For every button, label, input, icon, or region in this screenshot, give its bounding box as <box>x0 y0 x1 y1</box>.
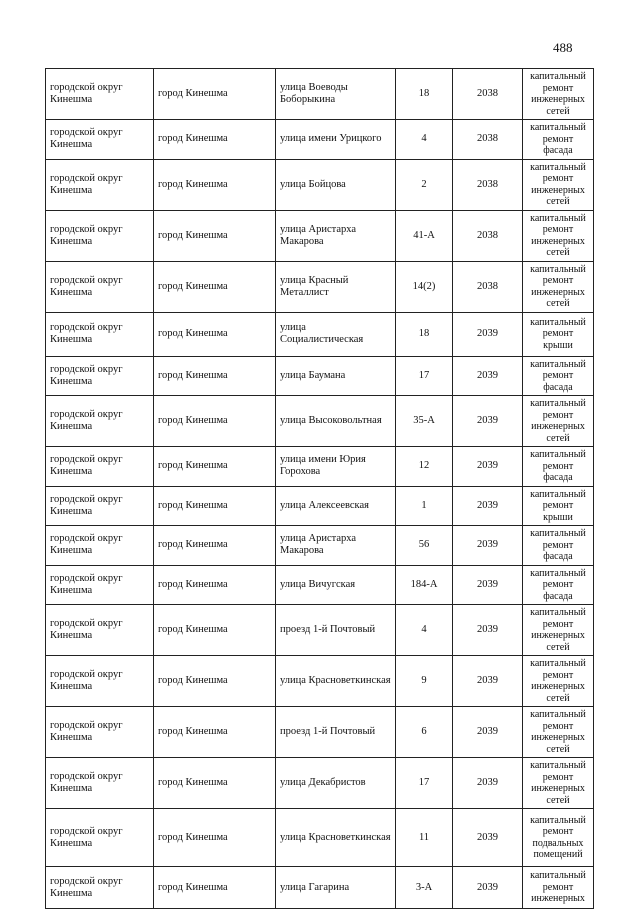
table-row <box>46 120 594 160</box>
municipal-district-cell: городской округ Кинешма <box>46 210 154 261</box>
page-number: 488 <box>553 40 573 55</box>
work-type-cell: капитальный ремонт инженерных сетей <box>523 605 594 656</box>
year-cell: 2039 <box>453 486 523 526</box>
table-row <box>46 396 594 447</box>
city-cell: город Кинешма <box>154 396 276 447</box>
house-number-cell: 18 <box>396 69 453 120</box>
work-type-cell: капитальный ремонт инженерных сетей <box>523 656 594 707</box>
house-number-cell: 56 <box>396 526 453 566</box>
table-row <box>46 656 594 707</box>
street-cell: проезд 1-й Почтовый <box>276 605 396 656</box>
city-cell: город Кинешма <box>154 210 276 261</box>
registry-table <box>45 68 594 909</box>
street-cell: улица Гагарина <box>276 867 396 909</box>
work-type-cell: капитальный ремонт фасада <box>523 120 594 160</box>
work-type-cell: капитальный ремонт фасада <box>523 447 594 487</box>
house-number-cell: 35-А <box>396 396 453 447</box>
street-cell: улица имени Урицкого <box>276 120 396 160</box>
street-cell: улица Красноветкинская <box>276 656 396 707</box>
year-cell: 2038 <box>453 69 523 120</box>
table-row <box>46 867 594 909</box>
year-cell: 2039 <box>453 447 523 487</box>
year-cell: 2039 <box>453 758 523 809</box>
year-cell: 2039 <box>453 356 523 396</box>
street-cell: улица Социалистическая <box>276 312 396 356</box>
municipal-district-cell: городской округ Кинешма <box>46 159 154 210</box>
table-row <box>46 159 594 210</box>
city-cell: город Кинешма <box>154 159 276 210</box>
table-row <box>46 809 594 867</box>
year-cell: 2038 <box>453 210 523 261</box>
city-cell: город Кинешма <box>154 867 276 909</box>
work-type-cell: капитальный ремонт инженерных сетей <box>523 210 594 261</box>
work-type-cell: капитальный ремонт крыши <box>523 312 594 356</box>
year-cell: 2039 <box>453 809 523 867</box>
municipal-district-cell: городской округ Кинешма <box>46 867 154 909</box>
house-number-cell: 9 <box>396 656 453 707</box>
municipal-district-cell: городской округ Кинешма <box>46 656 154 707</box>
street-cell: улица Баумана <box>276 356 396 396</box>
work-type-cell: капитальный ремонт подвальных помещений <box>523 809 594 867</box>
street-cell: улица Воеводы Боборыкина <box>276 69 396 120</box>
house-number-cell: 11 <box>396 809 453 867</box>
house-number-cell: 17 <box>396 758 453 809</box>
table-row <box>46 486 594 526</box>
house-number-cell: 18 <box>396 312 453 356</box>
table-row <box>46 447 594 487</box>
house-number-cell: 4 <box>396 605 453 656</box>
table-row <box>46 69 594 120</box>
work-type-cell: капитальный ремонт инженерных сетей <box>523 159 594 210</box>
city-cell: город Кинешма <box>154 312 276 356</box>
house-number-cell: 184-А <box>396 565 453 605</box>
work-type-cell: капитальный ремонт фасада <box>523 526 594 566</box>
registry-table-body <box>46 69 594 909</box>
year-cell: 2039 <box>453 565 523 605</box>
year-cell: 2039 <box>453 396 523 447</box>
year-cell: 2038 <box>453 120 523 160</box>
work-type-cell: капитальный ремонт инженерных сетей <box>523 707 594 758</box>
work-type-cell: капитальный ремонт инженерных сетей <box>523 396 594 447</box>
city-cell: город Кинешма <box>154 656 276 707</box>
city-cell: город Кинешма <box>154 605 276 656</box>
street-cell: проезд 1-й Почтовый <box>276 707 396 758</box>
street-cell: улица Красный Металлист <box>276 261 396 312</box>
city-cell: город Кинешма <box>154 356 276 396</box>
year-cell: 2038 <box>453 261 523 312</box>
city-cell: город Кинешма <box>154 486 276 526</box>
work-type-cell: капитальный ремонт фасада <box>523 356 594 396</box>
city-cell: город Кинешма <box>154 120 276 160</box>
work-type-cell: капитальный ремонт инженерных <box>523 867 594 909</box>
municipal-district-cell: городской округ Кинешма <box>46 447 154 487</box>
street-cell: улица Высоковольтная <box>276 396 396 447</box>
municipal-district-cell: городской округ Кинешма <box>46 758 154 809</box>
table-row <box>46 261 594 312</box>
house-number-cell: 3-А <box>396 867 453 909</box>
house-number-cell: 12 <box>396 447 453 487</box>
house-number-cell: 4 <box>396 120 453 160</box>
street-cell: улица Бойцова <box>276 159 396 210</box>
year-cell: 2039 <box>453 867 523 909</box>
street-cell: улица Красноветкинская <box>276 809 396 867</box>
municipal-district-cell: городской округ Кинешма <box>46 261 154 312</box>
municipal-district-cell: городской округ Кинешма <box>46 396 154 447</box>
table-row <box>46 565 594 605</box>
municipal-district-cell: городской округ Кинешма <box>46 526 154 566</box>
municipal-district-cell: городской округ Кинешма <box>46 809 154 867</box>
year-cell: 2039 <box>453 707 523 758</box>
table-row <box>46 356 594 396</box>
street-cell: улица Декабристов <box>276 758 396 809</box>
table-row <box>46 210 594 261</box>
house-number-cell: 14(2) <box>396 261 453 312</box>
table-row <box>46 526 594 566</box>
city-cell: город Кинешма <box>154 69 276 120</box>
street-cell: улица Вичугская <box>276 565 396 605</box>
street-cell: улица Алексеевская <box>276 486 396 526</box>
municipal-district-cell: городской округ Кинешма <box>46 565 154 605</box>
city-cell: город Кинешма <box>154 809 276 867</box>
table-row <box>46 758 594 809</box>
city-cell: город Кинешма <box>154 261 276 312</box>
municipal-district-cell: городской округ Кинешма <box>46 486 154 526</box>
city-cell: город Кинешма <box>154 447 276 487</box>
city-cell: город Кинешма <box>154 526 276 566</box>
house-number-cell: 6 <box>396 707 453 758</box>
work-type-cell: капитальный ремонт инженерных сетей <box>523 69 594 120</box>
municipal-district-cell: городской округ Кинешма <box>46 356 154 396</box>
year-cell: 2039 <box>453 656 523 707</box>
municipal-district-cell: городской округ Кинешма <box>46 312 154 356</box>
street-cell: улица Аристарха Макарова <box>276 526 396 566</box>
year-cell: 2039 <box>453 312 523 356</box>
year-cell: 2039 <box>453 526 523 566</box>
work-type-cell: капитальный ремонт фасада <box>523 565 594 605</box>
municipal-district-cell: городской округ Кинешма <box>46 707 154 758</box>
work-type-cell: капитальный ремонт инженерных сетей <box>523 261 594 312</box>
house-number-cell: 41-А <box>396 210 453 261</box>
year-cell: 2039 <box>453 605 523 656</box>
street-cell: улица Аристарха Макарова <box>276 210 396 261</box>
municipal-district-cell: городской округ Кинешма <box>46 605 154 656</box>
house-number-cell: 1 <box>396 486 453 526</box>
table-row <box>46 605 594 656</box>
work-type-cell: капитальный ремонт крыши <box>523 486 594 526</box>
year-cell: 2038 <box>453 159 523 210</box>
municipal-district-cell: городской округ Кинешма <box>46 69 154 120</box>
city-cell: город Кинешма <box>154 565 276 605</box>
municipal-district-cell: городской округ Кинешма <box>46 120 154 160</box>
street-cell: улица имени Юрия Горохова <box>276 447 396 487</box>
city-cell: город Кинешма <box>154 707 276 758</box>
city-cell: город Кинешма <box>154 758 276 809</box>
table-row <box>46 707 594 758</box>
work-type-cell: капитальный ремонт инженерных сетей <box>523 758 594 809</box>
table-row <box>46 312 594 356</box>
house-number-cell: 17 <box>396 356 453 396</box>
house-number-cell: 2 <box>396 159 453 210</box>
